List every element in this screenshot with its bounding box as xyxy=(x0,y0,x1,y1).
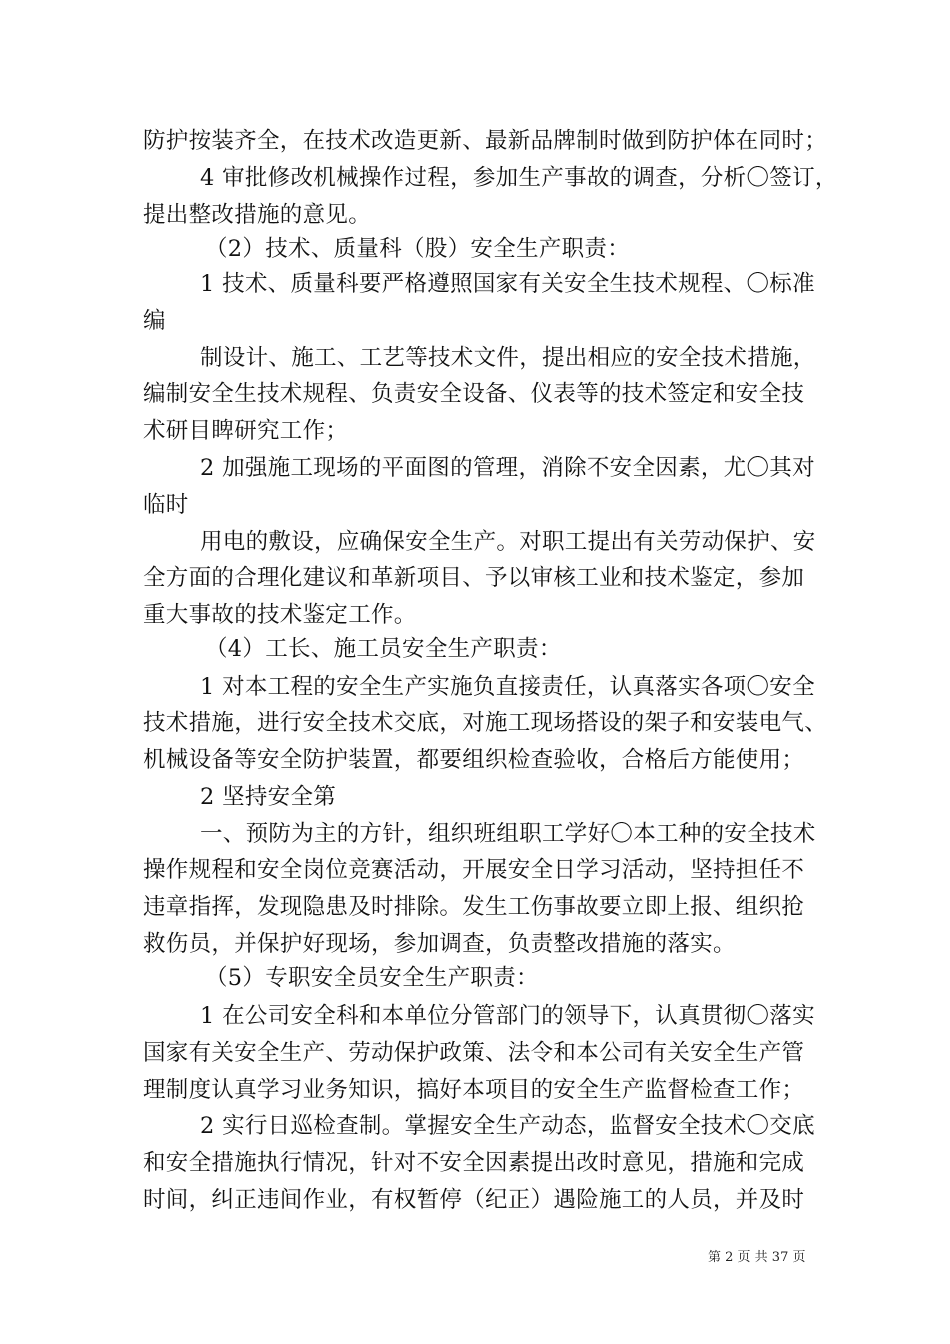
text-line: 机械设备等安全防护装置，都要组织检查验收，合格后方能使用； xyxy=(143,747,805,773)
text-line: 国家有关安全生产、劳动保护政策、法令和本公司有关安全生产管 xyxy=(143,1040,805,1066)
text-line: 理制度认真学习业务知识，搞好本项目的安全生产监督检查工作； xyxy=(143,1077,805,1103)
text-line: 1 技术、质量科要严格遵照国家有关安全生技术规程、〇标准 xyxy=(200,271,815,297)
text-line: 2 加强施工现场的平面图的管理，消除不安全因素，尤〇其对 xyxy=(200,455,815,481)
text-line: 编 xyxy=(143,308,166,334)
section-heading: （2）技术、质量科（股）安全生产职责： xyxy=(205,236,631,262)
text-line: 4 审批修改机械操作过程，参加生产事故的调查，分析〇签订， xyxy=(200,165,838,191)
text-line: 时间，纠正违间作业，有权暂停（纪正）遇险施工的人员，并及时 xyxy=(143,1187,805,1213)
text-line: 用电的敷设，应确保安全生产。对职工提出有关劳动保护、安 xyxy=(200,529,816,555)
text-line: 提出整改措施的意见。 xyxy=(143,202,372,228)
page-number-footer: 第 2 页 共 37 页 xyxy=(708,1250,806,1265)
text-line: 和安全措施执行情况，针对不安全因素提出改时意见，措施和完成 xyxy=(143,1150,805,1176)
text-line: 制设计、施工、工艺等技术文件，提出相应的安全技术措施， xyxy=(200,345,816,371)
text-line: 临时 xyxy=(143,492,189,518)
text-line: 1 在公司安全科和本单位分管部门的领导下，认真贯彻〇落实 xyxy=(200,1003,815,1029)
text-line: 救伤员，并保护好现场，参加调查，负责整改措施的落实。 xyxy=(143,931,736,957)
text-line: 1 对本工程的安全生产实施负直接责任，认真落实各项〇安全 xyxy=(200,674,815,700)
section-heading: （5）专职安全员安全生产职责： xyxy=(205,965,539,991)
text-line: 2 实行日巡检查制。掌握安全生产动态，监督安全技术〇交底 xyxy=(200,1113,815,1139)
text-line: 术研目睥研究工作； xyxy=(143,418,349,444)
text-line: 重大事故的技术鉴定工作。 xyxy=(143,602,417,628)
text-line: 操作规程和安全岗位竞赛活动，开展安全日学习活动，坚持担任不 xyxy=(143,857,805,883)
text-line: 技术措施，进行安全技术交底，对施工现场搭设的架子和安装电气、 xyxy=(143,710,828,736)
text-line: 编制安全生技术规程、负责安全设备、仪表等的技术签定和安全技 xyxy=(143,381,805,407)
text-line: 2 坚持安全第 xyxy=(200,784,337,810)
text-line: 违章指挥，发现隐患及时排除。发生工伤事故要立即上报、组织抢 xyxy=(143,894,805,920)
section-heading: （4）工长、施工员安全生产职责： xyxy=(205,636,562,662)
text-line: 全方面的合理化建议和革新项目、予以审核工业和技术鉴定，参加 xyxy=(143,565,805,591)
text-line: 防护按装齐全，在技术改造更新、最新品牌制时做到防护体在同时； xyxy=(143,128,828,154)
text-line: 一、预防为主的方针，组织班组职工学好〇本工种的安全技术 xyxy=(200,821,816,847)
